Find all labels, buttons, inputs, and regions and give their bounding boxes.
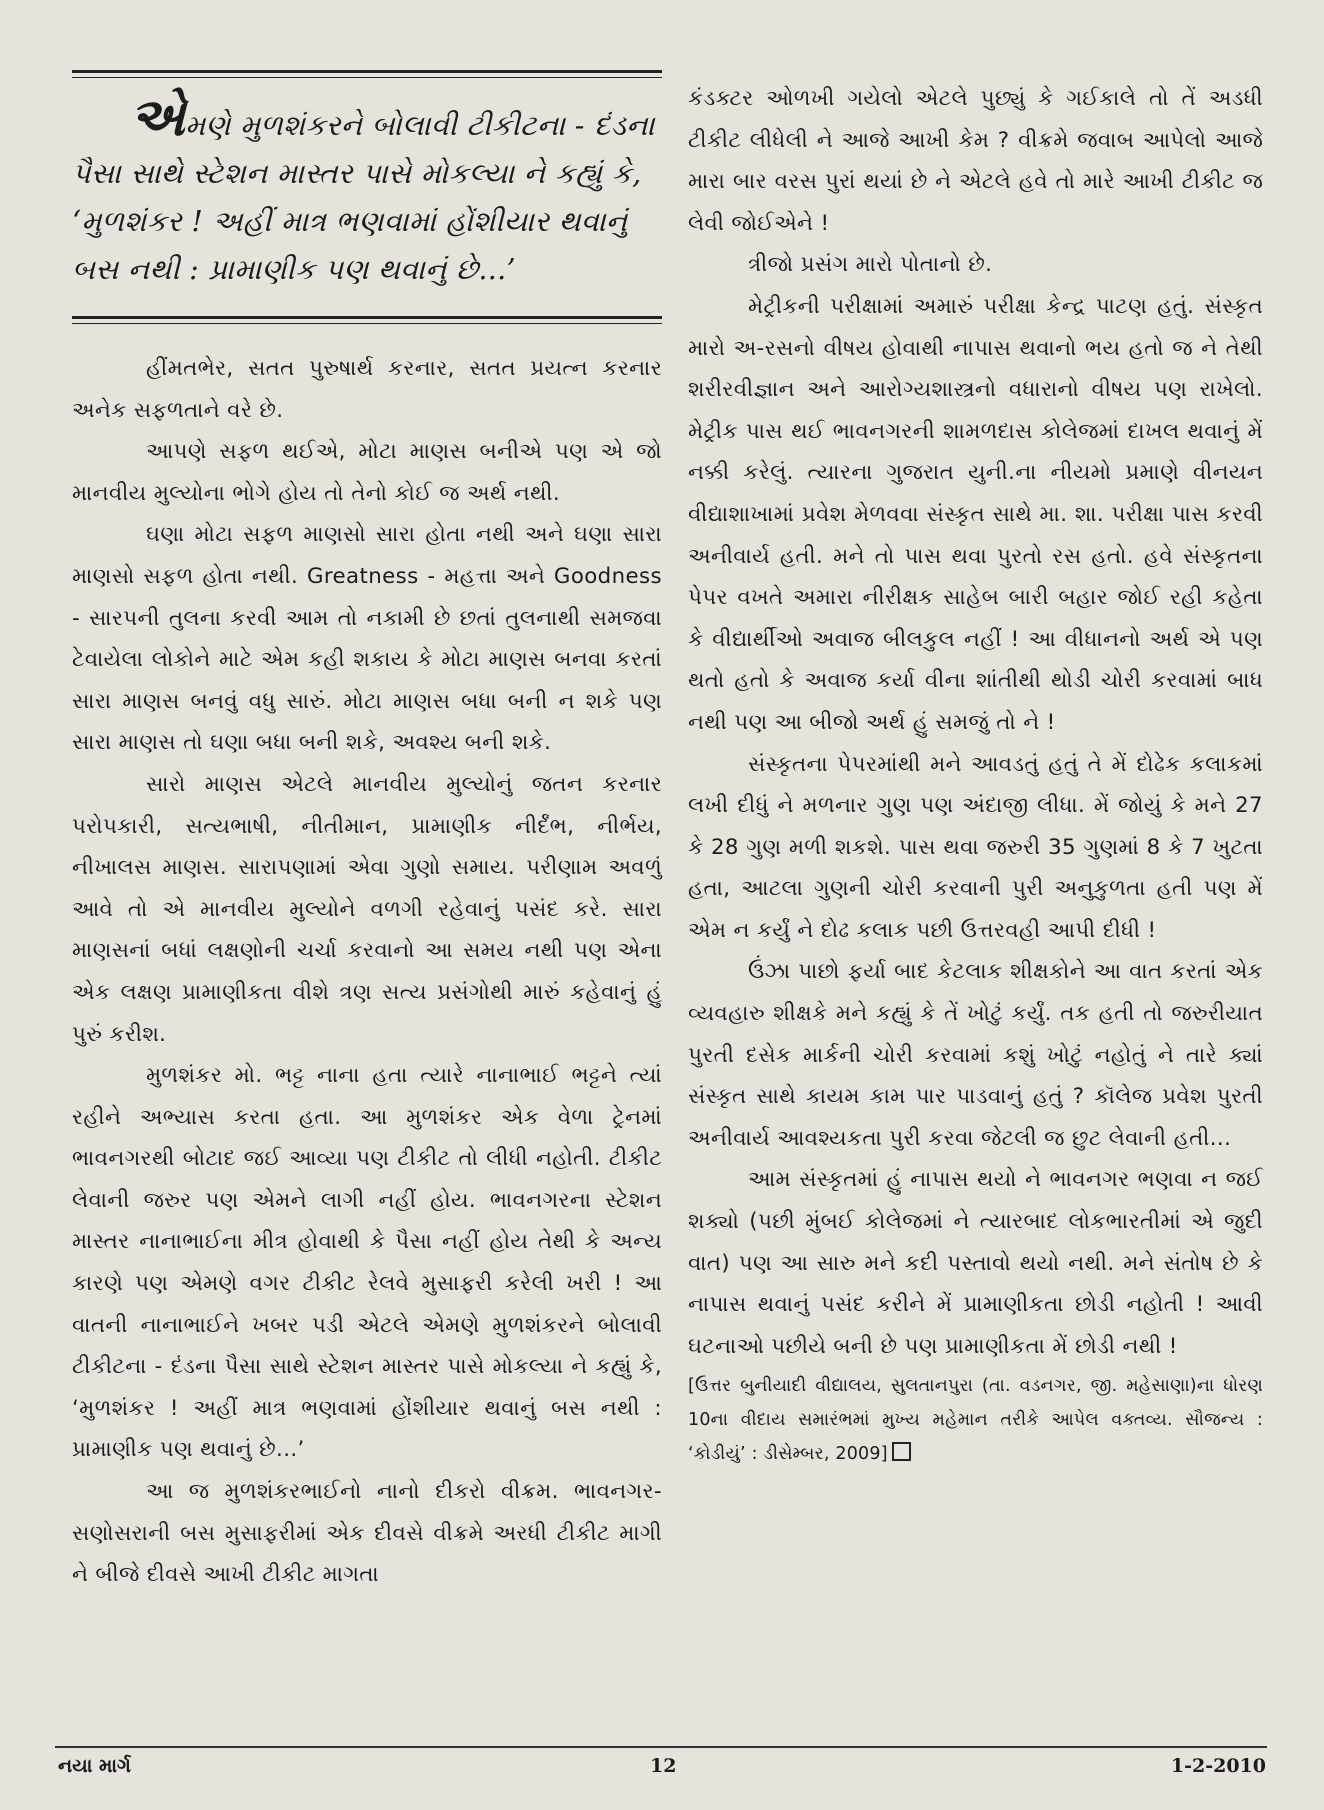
paragraph: ઘણા મોટા સફળ માણસો સારા હોતા નથી અને ઘણા સારા માણસો સફળ હોતા નથી. Greatness - મહત્તા અને Goodness - સારપની તુલના કરવી આમ તો નકામી છે છતાં તુલનાથી સમજવા ટેવાયેલા લોકોને માટે એમ કહી શકાય કે મોટા માણસ બનવા કરતાં સારા માણસ બનવું વધુ સારું. મોટા માણસ બધા બની ન શકે પણ સારા માણસ તો ઘણા બધા બની શકે, અવશ્ય બની શકે.: [72, 522, 662, 756]
paragraph: કંડક્ટર ઓળખી ગયેલો એટલે પુછ્યું કે ગઈકાલે તો તેં અડધી ટીકીટ લીધેલી ને આજે આખી કેમ ? વીક્રમે જવાબ આપેલો આજે મારા બાર વરસ પુરાં થયાં છે ને એટલે હવે તો મારે આખી ટીકીટ જ લેવી જોઈએને !: [688, 86, 1263, 236]
pull-quote-top-rule: [72, 70, 662, 73]
footer-rule: [55, 1746, 1267, 1748]
end-mark-icon: [892, 1442, 911, 1461]
paragraph: મુળશંકર મો. ભટ્ટ નાના હતા ત્યારે નાનાભાઈ ભટ્ટને ત્યાં રહીને અભ્યાસ કરતા હતા. આ મુળશંકર એક વેળા ટ્રેનમાં ભાવનગરથી બોટાદ જઈ આવ્યા પણ ટીકીટ તો લીધી નહોતી. ટીકીટ લેવાની જરુર પણ એમને લાગી નહીં હોય. ભાવનગરના સ્ટેશન માસ્તર નાનાભાઈના મીત્ર હોવાથી કે પૈસા નહીં હોય તેથી કે અન્ય કારણે પણ એમણે વગર ટીકીટ રેલવે મુસાફરી કરેલી ખરી ! આ વાતની નાનાભાઈને ખબર પડી એટલે એમણે મુળશંકરને બોલાવી ટીકીટના - દંડના પૈસા સાથે સ્ટેશન માસ્તર પાસે મોકલ્યા ને કહ્યું કે, ‘મુળશંકર ! અહીં માત્ર ભણવામાં હોંશીયાર થવાનું બસ નથી : પ્રામાણીક પણ થવાનું છે...’: [72, 1063, 662, 1463]
right-column: [688, 78, 1263, 1471]
source-note: [688, 1369, 1263, 1471]
pull-quote: [72, 87, 662, 294]
footer-date: 1-2-2010: [1170, 1755, 1266, 1777]
paragraph: આમ સંસ્કૃતમાં હું નાપાસ થયો ને ભાવનગર ભણવા ન જઈ શક્યો (પછી મુંબઈ કોલેજમાં ને ત્યારબાદ લોકભારતીમાં એ જુદી વાત) પણ આ સારુ મને કદી પસ્તાવો થયો નથી. મને સંતોષ છે કે નાપાસ થવાનું પસંદ કરીને મેં પ્રામાણીકતા છોડી નહોતી ! આવી ઘટનાઓ પછીયે બની છે પણ પ્રામાણીકતા મેં છોડી નથી !: [688, 1167, 1263, 1359]
pull-quote-dropcap: એ: [130, 87, 186, 148]
left-column: [72, 70, 662, 1596]
paragraph: આપણે સફળ થઈએ, મોટા માણસ બનીએ પણ એ જો માનવીય મુલ્યોના ભોગે હોય તો તેનો કોઈ જ અર્થ નથી.: [72, 439, 662, 506]
paragraph: સારો માણસ એટલે માનવીય મુલ્યોનું જતન કરનાર પરોપકારી, સત્યભાષી, નીતીમાન, પ્રામાણીક નીર્દંભ, નીર્ભય, નીખાલસ માણસ. સારાપણામાં એવા ગુણો સમાય. પરીણામ અવળું આવે તો એ માનવીય મુલ્યોને વળગી રહેવાનું પસંદ કરે. સારા માણસનાં બધાં લક્ષણોની ચર્ચા કરવાનો આ સમય નથી પણ એના એક લક્ષણ પ્રામાણીકતા વીશે ત્રણ સત્ય પ્રસંગોથી મારું કહેવાનું હું પુરું કરીશ.: [72, 771, 662, 1047]
paragraph: ત્રીજો પ્રસંગ મારો પોતાનો છે.: [748, 252, 993, 278]
pull-quote-top-rule-thin: [72, 77, 662, 78]
footer-page-number: 12: [650, 1755, 677, 1777]
paragraph: સંસ્કૃતના પેપરમાંથી મને આવડતું હતું તે મેં દોઢેક કલાકમાં લખી દીધું ને મળનાર ગુણ પણ અંદાજી લીધા. મેં જોયું કે મને 27 કે 28 ગુણ મળી શકશે. પાસ થવા જરુરી 35 ગુણમાં 8 કે 7 ખુટતા હતા, આટલા ગુણની ચોરી કરવાની પુરી અનુકુળતા હતી પણ મેં એમ ન કર્યું ને દોઢ કલાક પછી ઉત્તરવહી આપી દીધી !: [688, 751, 1263, 943]
footer-magazine-name: નયા માર્ગ: [58, 1755, 131, 1777]
source-note-text: [ઉત્તર બુનીયાદી વીદ્યાલય, સુલતાનપુરા (તા. વડનગર, જી. મહેસાણા)ના ધોરણ 10ના વીદાય સમારંભમાં મુખ્ય મહેમાન તરીકે આપેલ વક્તવ્ય. સૌજન્ય : ‘કોડીયું’ : ડીસેમ્બર, 2009]: [688, 1376, 1263, 1465]
paragraph: ઉંઝા પાછો ફર્યા બાદ કેટલાક શીક્ષકોને આ વાત કરતાં એક વ્યવહારુ શીક્ષકે મને કહ્યું કે તેં ખોટું કર્યું. તક હતી તો જરુરીયાત પુરતી દસેક માર્કની ચોરી કરવામાં કશું ખોટું નહોતું ને તારે ક્યાં સંસ્કૃત સાથે કાયમ કામ પાર પાડવાનું હતું ? કૉલેજ પ્રવેશ પુરતી અનીવાર્ય આવશ્યકતા પુરી કરવા જેટલી જ છુટ લેવાની હતી...: [688, 959, 1263, 1151]
paragraph: આ જ મુળશંકરભાઈનો નાનો દીકરો વીક્રમ. ભાવનગર-સણોસરાની બસ મુસાફરીમાં એક દીવસે વીક્રમે અરધી ટીકીટ માગી ને બીજે દીવસે આખી ટીકીટ માગતા: [72, 1479, 662, 1588]
pull-quote-text: મણે મુળશંકરને બોલાવી ટીકીટના - દંડના પૈસા સાથે સ્ટેશન માસ્તર પાસે મોકલ્યા ને કહ્યું કે, ‘મુળશંકર ! અહીં માત્ર ભણવામાં હોંશીયાર થવાનું બસ નથી : પ્રામાણીક પણ થવાનું છે...’: [72, 109, 655, 286]
paragraph: હીંમતભેર, સતત પુરુષાર્થ કરનાર, સતત પ્રયત્ન કરનાર અનેક સફળતાને વરે છે.: [72, 356, 662, 423]
paragraph: મેટ્રીકની પરીક્ષામાં અમારું પરીક્ષા કેન્દ્ર પાટણ હતું. સંસ્કૃત મારો અ-રસનો વીષય હોવાથી નાપાસ થવાનો ભય હતો જ ને તેથી શરીરવીજ્ઞાન અને આરોગ્યશાસ્ત્રનો વધારાનો વીષય પણ રાખેલો. મેટ્રીક પાસ થઈ ભાવનગરની શામળદાસ કોલેજમાં દાખલ થવાનું મેં નક્કી કરેલું. ત્યારના ગુજરાત યુની.ના નીયમો પ્રમાણે વીનયન વીદ્યાશાખામાં પ્રવેશ મેળવવા સંસ્કૃત સાથે મા. શા. પરીક્ષા પાસ કરવી અનીવાર્ય હતી. મને તો પાસ થવા પુરતો રસ હતો. હવે સંસ્કૃતના પેપર વખતે અમારા નીરીક્ષક સાહેબ બારી બહાર જોઈ રહી કહેતા કે વીદ્યાર્થીઓ અવાજ બીલકુલ નહીં ! આ વીધાનનો અર્થ એ પણ થતો હતો કે અવાજ કર્યા વીના શાંતીથી થોડી ચોરી કરવામાં બાધ નથી પણ આ બીજો અર્થ હું સમજું તો ને !: [688, 293, 1263, 735]
pull-quote-bottom-rule: [72, 316, 662, 319]
